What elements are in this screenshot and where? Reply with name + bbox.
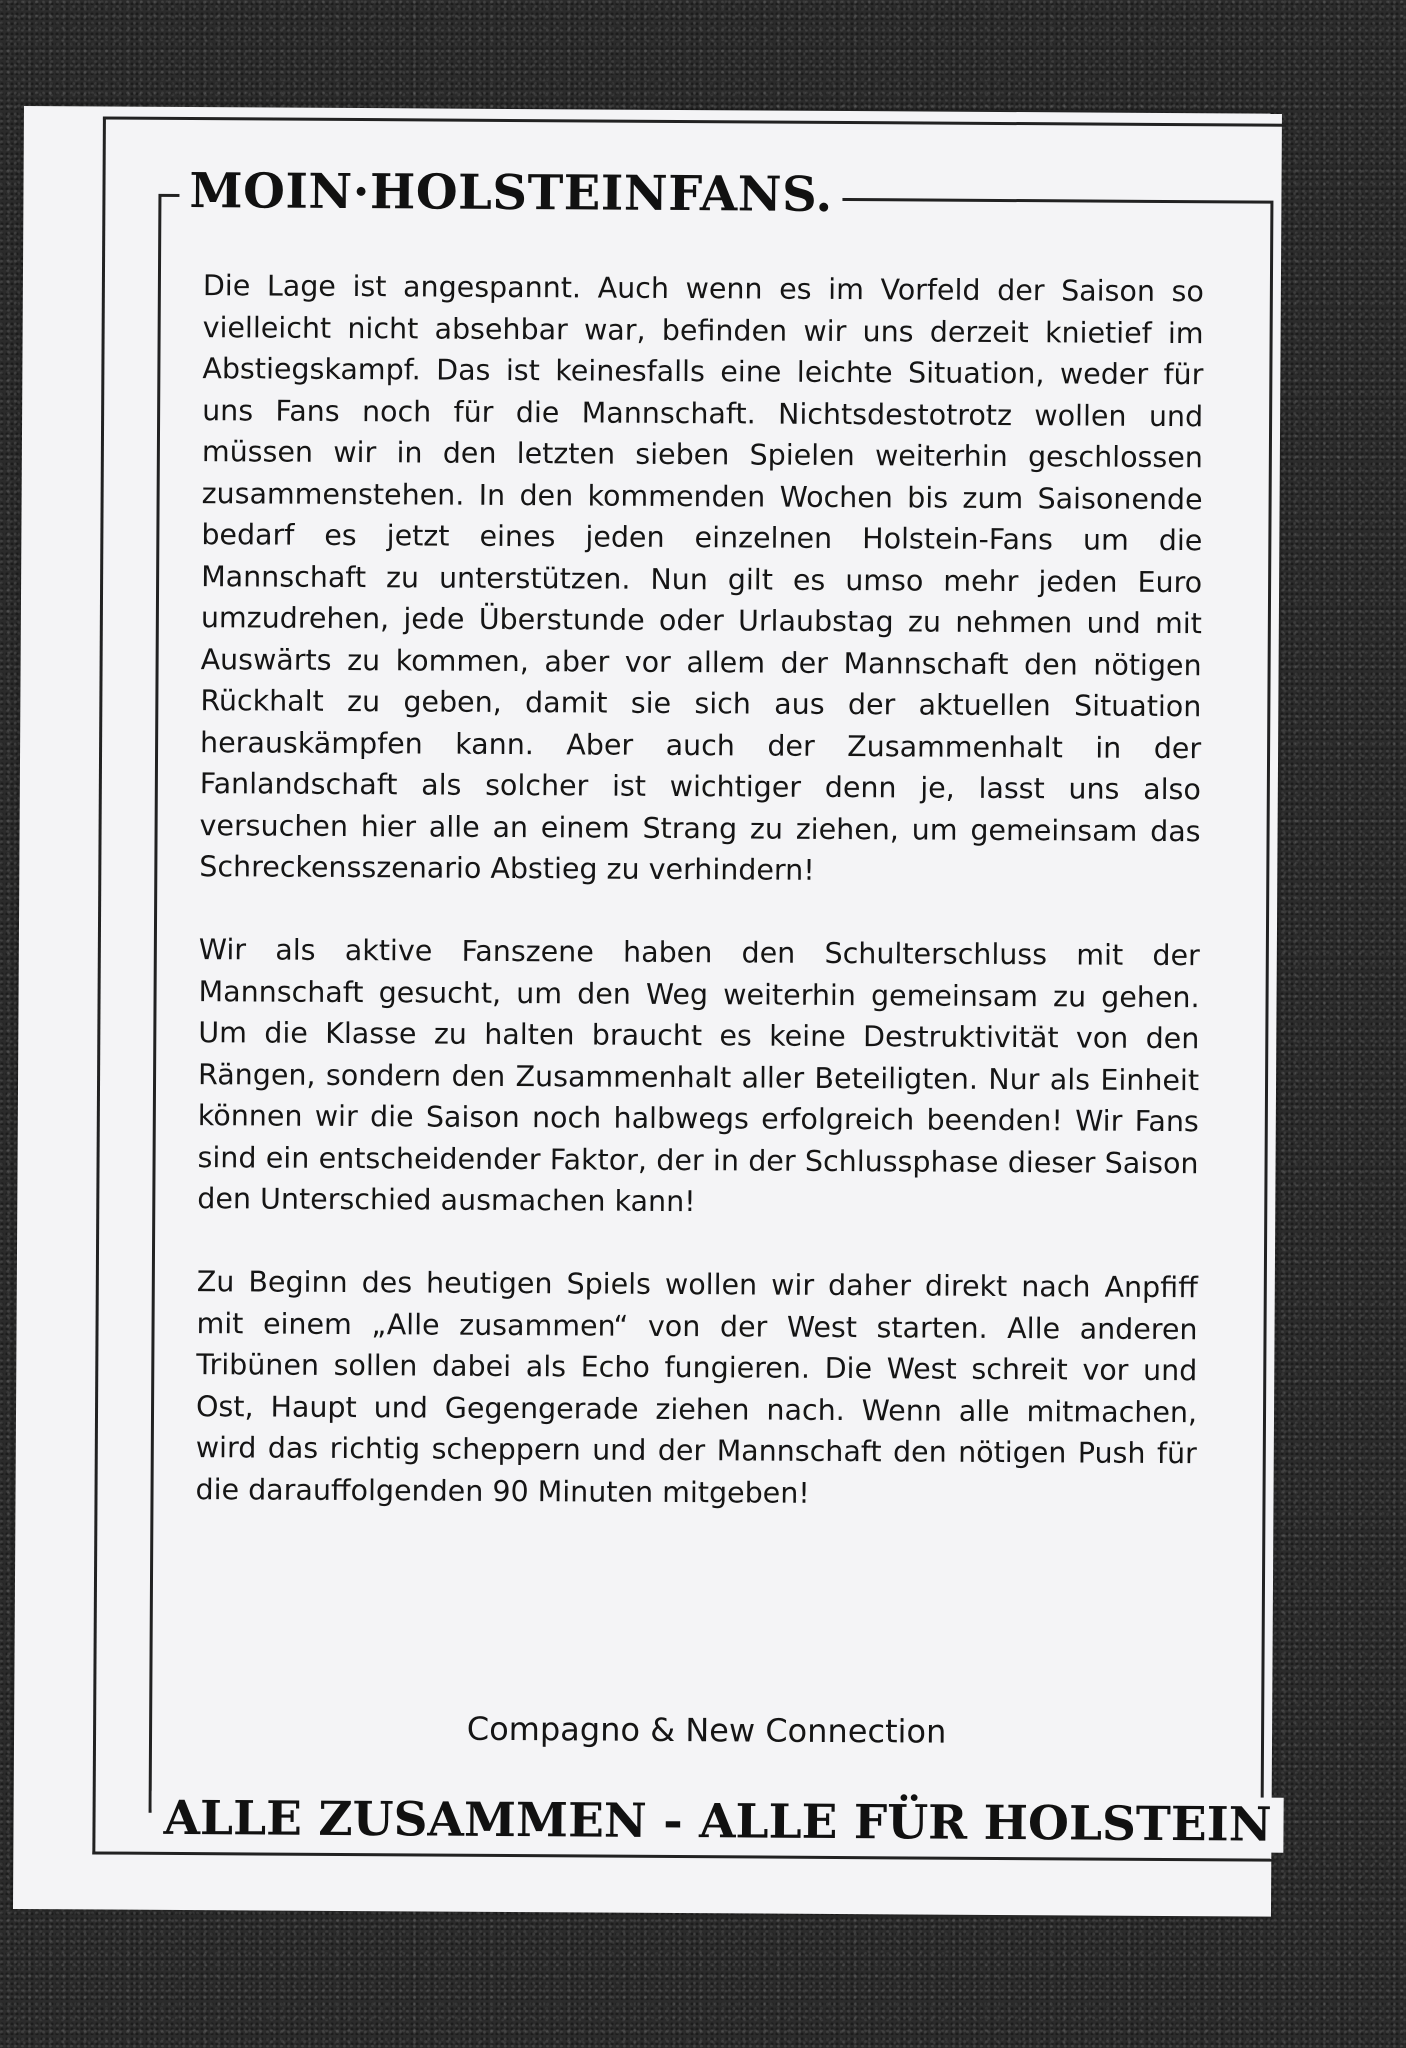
paragraph-2: Wir als aktive Fanszene haben den Schulterschluss mit der Mannschaft gesucht, um den Weg weiterhin gemeinsam zu gehen. Um die Klasse zu halten braucht es keine Destruktivität von den Rängen, sondern den Zusammenhalt aller Beteiligten. Nur als Einheit können wir die Saison noch halbwegs erfolgreich beenden! Wir Fans sind ein entscheidender Faktor, der in der Schlussphase dieser Saison den Unterschied ausmachen kann! xyxy=(197,933,1200,1219)
footer-slogan-wrap xyxy=(151,1790,1272,1853)
flyer-sheet xyxy=(13,106,1282,1917)
footer-slogan: ALLE ZUSAMMEN - ALLE FÜR HOLSTEIN xyxy=(151,1791,1283,1853)
paragraph-3: Zu Beginn des heutigen Spiels wollen wir daher direkt nach Anpfiff mit einem „Alle zusammen“ von der West starten. Alle anderen Tribünen sollen dabei als Echo fungieren. Die West schreit vor und Ost, Haupt und Gegengerade ziehen nach. Wenn alle mitmachen, wird das richtig scheppern und der Mannschaft den nötigen Push für die darauffolgenden 90 Minuten mitgeben! xyxy=(195,1265,1198,1510)
headline: MOIN·HOLSTEINFANS. xyxy=(179,163,843,223)
inner-frame xyxy=(149,163,1274,1853)
body-text xyxy=(195,265,1204,1558)
signature: Compagno & New Connection xyxy=(466,1709,947,1751)
paragraph-1: Die Lage ist angespannt. Auch wenn es im Vorfeld der Saison so vielleicht nicht absehbar war, befinden wir uns derzeit knietief im Abstiegskampf. Das ist keinesfalls eine leichte Situation, weder für uns Fans noch für die Mannschaft. Nichtsdestotrotz wollen und müssen wir in den letzten sieben Spielen weiterhin geschlossen zusammenstehen. In den kommenden Wochen bis zum Saisonende bedarf es jetzt eines jeden einzelnen Holstein-Fans um die Mannschaft zu unterstützen. Nun gilt es umso mehr jeden Euro umzudrehen, jede Überstunde oder Urlaubstag zu nehmen und mit Auswärts zu kommen, aber vor allem der Mannschaft den nötigen Rückhalt zu geben, damit sie sich aus der aktuellen Situation herauskämpfen kann. Aber auch der Zusammenhalt in der Fanlandschaft als solcher ist wichtiger denn je, lasst uns also versuchen hier alle an einem Strang zu ziehen, um gemeinsam das Schreckensszenario Abstieg zu verhindern! xyxy=(199,269,1204,887)
